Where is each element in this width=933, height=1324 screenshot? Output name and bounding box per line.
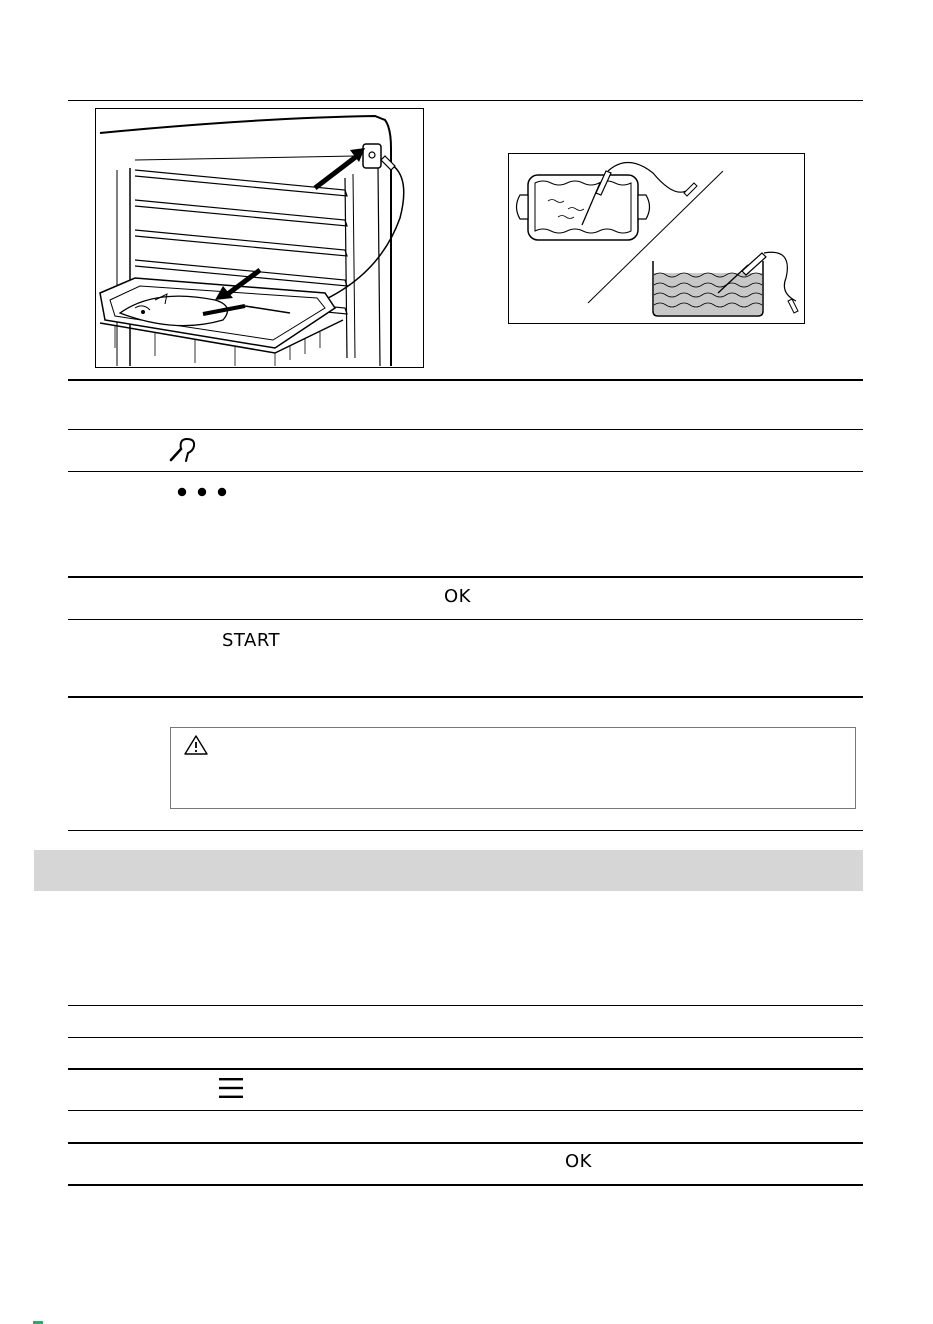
hamburger-menu-icon xyxy=(218,1076,244,1100)
rule-12 xyxy=(68,1142,863,1144)
warning-box xyxy=(170,727,856,809)
top-rule xyxy=(68,100,863,101)
oven-probe-illustration xyxy=(95,108,424,368)
ok-button-symbol-2: OK xyxy=(565,1151,592,1172)
rule-7 xyxy=(68,830,863,831)
rule-11 xyxy=(68,1110,863,1111)
ok-button-symbol: OK xyxy=(444,586,471,607)
probe-placement-illustration xyxy=(508,153,805,324)
rule-4 xyxy=(68,576,863,578)
rule-6 xyxy=(68,696,863,698)
rule-1 xyxy=(68,379,863,381)
core-temperature-probe-icon xyxy=(168,437,200,463)
section-heading-band xyxy=(34,850,863,891)
rule-8 xyxy=(68,1005,863,1006)
three-dots-icon xyxy=(176,486,230,498)
start-button-symbol: START xyxy=(222,630,281,651)
rule-5 xyxy=(68,619,863,620)
rule-3 xyxy=(68,471,863,472)
rule-2 xyxy=(68,429,863,430)
rule-10 xyxy=(68,1068,863,1070)
warning-triangle-icon xyxy=(183,734,209,756)
rule-13 xyxy=(68,1184,863,1186)
rule-9 xyxy=(68,1037,863,1038)
